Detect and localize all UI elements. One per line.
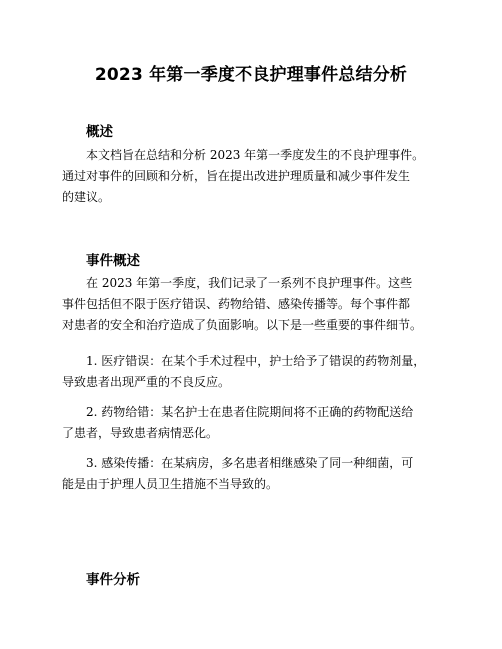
section-heading-event-overview: 事件概述 xyxy=(86,253,140,269)
list-item-line: 了患者，导致患者病情恶化。 xyxy=(62,426,219,440)
paragraph-line: 本文档旨在总结和分析 2023 年第一季度发生的不良护理事件。 xyxy=(86,148,425,162)
list-item-line: 能是由于护理人员卫生措施不当导致的。 xyxy=(62,477,279,491)
list-item-line: 3. 感染传播：在某病房，多名患者相继感染了同一种细菌，可 xyxy=(86,456,414,470)
list-item-line: 1. 医疗错误：在某个手术过程中，护士给予了错误的药物剂量， xyxy=(86,354,426,368)
document-title: 2023 年第一季度不良护理事件总结分析 xyxy=(94,65,408,85)
list-item-line: 导致患者出现严重的不良反应。 xyxy=(62,375,231,389)
section-heading-overview: 概述 xyxy=(86,124,113,140)
list-item-line: 2. 药物给错：某名护士在患者住院期间将不正确的药物配送给 xyxy=(86,405,414,419)
section-heading-event-analysis: 事件分析 xyxy=(86,572,140,588)
paragraph-line: 通过对事件的回顾和分析，旨在提出改进护理质量和减少事件发生 xyxy=(62,169,411,183)
paragraph-line: 对患者的安全和治疗造成了负面影响。以下是一些重要的事件细节。 xyxy=(62,318,423,332)
paragraph-line: 在 2023 年第一季度，我们记录了一系列不良护理事件。这些 xyxy=(86,276,413,290)
paragraph-line: 事件包括但不限于医疗错误、药物给错、感染传播等。每个事件都 xyxy=(62,297,411,311)
paragraph-line: 的建议。 xyxy=(62,190,111,204)
